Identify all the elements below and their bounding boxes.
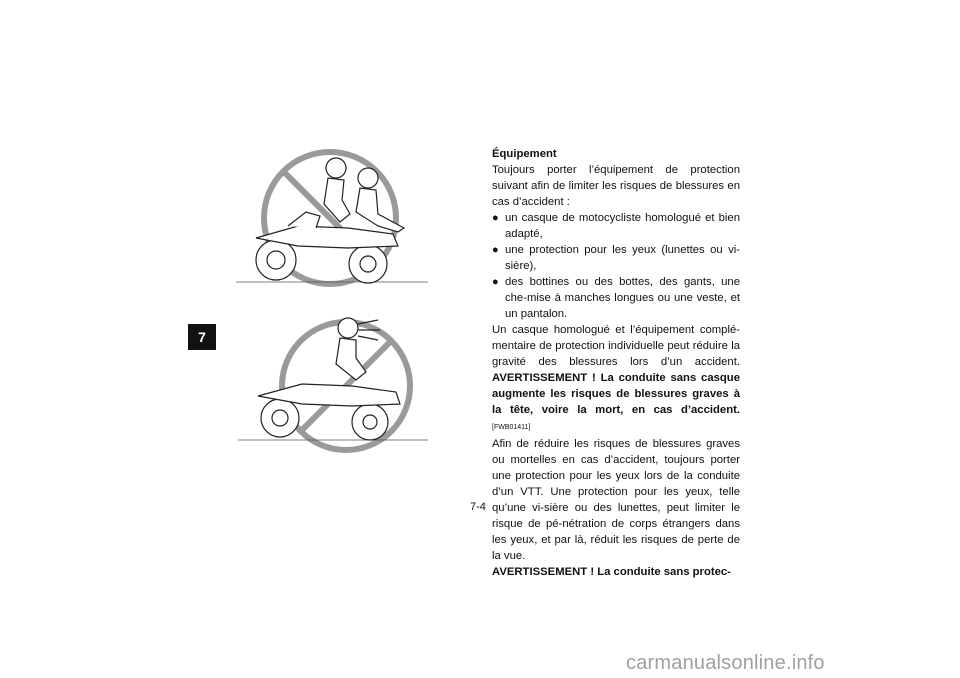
illustration-atv-passenger-prohibited: [228, 142, 433, 304]
list-item-text: un casque de motocycliste homologué et bien adapté,: [505, 212, 740, 240]
helmet-text: Un casque homologué et l’équipement complé-mentaire de protection individuelle peut réduire la gravité des blessures lors d’un accident.: [492, 324, 740, 368]
chapter-tab: 7: [188, 324, 216, 350]
section-heading: Équipement: [492, 148, 557, 160]
bullet-icon: ●: [492, 212, 499, 224]
list-item: [492, 210, 740, 242]
eye-protection-paragraph: Afin de réduire les risques de blessures graves ou mortelles en cas d’accident, toujours porter une protection pour les yeux lors de la conduite d’un VTT. Une protection pour les yeux, telle qu’une vi-sière ou des lunettes, peut limiter le risque de pé-nétration de corps étrangers dans les yeux, et par là, réduit les risques de perte de la vue.: [492, 438, 740, 562]
illustration-atv-no-helmet-prohibited: [228, 310, 433, 460]
atv-no-helmet-prohibited-drawing: [228, 310, 433, 460]
warning-helmet: AVERTISSEMENT ! La conduite sans casque augmente les risques de blessures graves à la tête, voire la mort, en cas d’accident.: [492, 372, 740, 416]
list-item-text: des bottines ou des bottes, des gants, une che-mise à manches longues ou une veste, et un pantalon.: [505, 276, 740, 320]
watermark: carmanualsonline.info: [626, 652, 825, 674]
warning-code: [FWB01411]: [492, 424, 531, 431]
list-item-text: une protection pour les yeux (lunettes ou vi-sière),: [505, 244, 740, 272]
bullet-icon: ●: [492, 276, 499, 288]
list-item: [492, 274, 740, 322]
warning-eye-protection: AVERTISSEMENT ! La conduite sans protec-: [492, 566, 731, 578]
atv-passenger-prohibited-drawing: [228, 142, 433, 304]
intro-paragraph: Toujours porter l’équipement de protection suivant afin de limiter les risques de blessures en cas d’accident :: [492, 164, 740, 208]
list-item: [492, 242, 740, 274]
equipment-section: [492, 146, 740, 580]
equipment-list: [492, 210, 740, 322]
page-number: 7-4: [470, 501, 486, 513]
bullet-icon: ●: [492, 244, 499, 256]
helmet-paragraph: [492, 322, 740, 436]
